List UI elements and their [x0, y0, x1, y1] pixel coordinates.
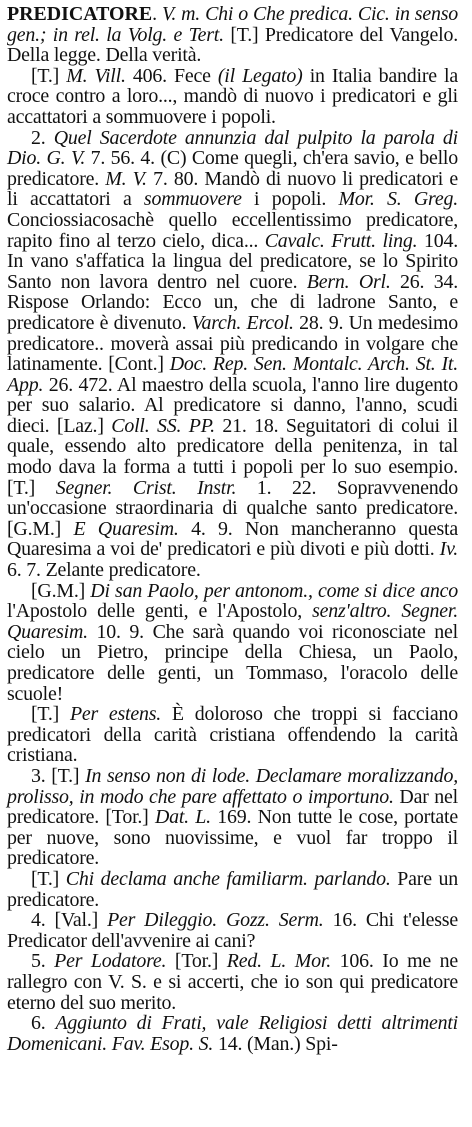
- text-run: [Tor.]: [166, 950, 227, 973]
- italic-run: M. V.: [105, 167, 147, 190]
- text-run: 7. 80. Mandò di nuovo li predicatori e li accattatori a: [7, 167, 459, 211]
- text-run: Pare un predicatore.: [7, 867, 458, 911]
- text-run: in Italia bandire la croce contro a loro..., mandò di nuovo i predicatori e gli accattatori a sommuovere i popoli.: [7, 64, 459, 128]
- entry-paragraph-p4: [7, 704, 458, 766]
- text-run: 10. 9. Che sarà quando voi riconosciate nel cielo un Pietro, principe della Chiesa, un Paolo, predicatore delle genti, un Tommaso, l'oracolo delle scuole!: [7, 620, 458, 705]
- italic-run: Per estens.: [69, 703, 162, 726]
- entry-paragraph-p5: [7, 766, 458, 869]
- text-run: 3. [T.]: [31, 764, 86, 787]
- italic-run: V. m. Chi o Che predica. Cic. in senso gen.; in rel. la Volg. e Tert.: [7, 3, 458, 46]
- text-run: È doloroso che troppi si facciano predicatori della carità cristiana offendendo la carità cristiana.: [7, 703, 458, 767]
- text-run: [T.]: [31, 703, 70, 726]
- entry-paragraph-p2: [7, 128, 458, 581]
- italic-run: Coll. SS. PP.: [111, 414, 215, 437]
- text-run: 1. 22. Sopravvenendo un'occasione straordinaria di qualche santo predicatore. [G.M.]: [7, 476, 458, 540]
- italic-run: Quel Sacerdote annunzia dal pulpito la parola di Dio. G. V.: [7, 126, 459, 170]
- text-run: 4. [Val.]: [31, 909, 108, 932]
- text-run: 26. 34. Rispose Orlando: Ecco un, che di ladrone Santo, e predicatore è divenuto.: [7, 270, 458, 334]
- italic-run: Bern. Orl.: [306, 270, 391, 293]
- italic-run: sommuovere: [143, 188, 242, 211]
- text-run: 14. (Man.) Spi-: [213, 1032, 338, 1055]
- italic-run: Aggiunto di Frati, vale Religiosi detti altrimenti Domenicani. Fav. Esop. S.: [7, 1012, 459, 1055]
- italic-run: Cavalc. Frutt. ling.: [264, 229, 418, 252]
- text-run: 104. In vano s'affatica la lingua del predicatore, se lo Spirito Santo non lavora dentro nel cuore.: [7, 229, 458, 293]
- text-run: 6. 7. Zelante predicatore.: [7, 559, 201, 582]
- text-run: 406. Fece: [125, 64, 218, 87]
- text-run: 5.: [31, 950, 55, 973]
- italic-run: Per Lodatore.: [54, 950, 167, 973]
- text-run: Conciossiacosachè quello eccellentissimo predicatore, rapito fino al terzo cielo, dica...: [7, 208, 458, 252]
- italic-run: Per Dileggio. Gozz. Serm.: [107, 909, 324, 932]
- text-run: [T.]: [31, 64, 67, 87]
- entry-paragraph-p3: [7, 581, 458, 705]
- text-run: 7. 56. 4. (C) Come quegli, ch'era savio, e bello predicatore.: [7, 147, 458, 190]
- entry-paragraph-p0: [7, 4, 458, 66]
- text-run: 106. Io me ne rallegro con V. S. e si accerti, che io son qui predicatore eterno del suo merito.: [7, 950, 458, 1014]
- text-run: [T.] Predicatore del Vangelo. Della legge. Della verità.: [7, 23, 458, 67]
- italic-run: Dat. L.: [154, 806, 211, 829]
- entry-paragraph-p9: [7, 1013, 458, 1054]
- entry-headword: PREDICATORE: [7, 3, 153, 25]
- italic-run: (il Legato): [217, 64, 303, 87]
- text-run: 16. Chi t'elesse Predicator dell'avvenire ai cani?: [7, 909, 458, 952]
- italic-run: Red. L. Mor.: [226, 950, 332, 973]
- italic-run: In senso non di lode. Declamare moralizzando, prolisso, in modo che pare affettato o importuno.: [7, 764, 458, 808]
- text-run: i popoli.: [241, 188, 339, 211]
- text-run: l'Apostolo delle genti, e l'Apostolo,: [7, 600, 313, 623]
- italic-run: Doc. Rep. Sen. Montalc. Arch. St. It. App.: [7, 353, 459, 396]
- italic-run: M. Vill.: [66, 64, 126, 87]
- text-run: .: [152, 3, 162, 25]
- text-run: [T.]: [31, 867, 66, 890]
- text-run: 169. Non tutte le cose, portate per nuove, sono nuovissime, e vuol far troppo il predicatore.: [7, 806, 459, 870]
- italic-run: Chi declama anche familiarm. parlando.: [65, 867, 391, 890]
- text-run: 6.: [31, 1012, 56, 1035]
- text-run: 21. 18. Seguitatori di colui il quale, essendo alto predicatore della penitenza, in tal modo dava la forma a tutti i popoli per lo suo esempio. [T.]: [7, 414, 459, 499]
- entry-paragraph-p1: [7, 66, 458, 128]
- text-run: 2.: [31, 126, 54, 149]
- italic-run: E Quaresim.: [73, 517, 179, 540]
- italic-run: Varch. Ercol.: [191, 311, 294, 334]
- text-run: [G.M.]: [31, 579, 91, 602]
- entry-paragraph-p7: [7, 910, 458, 951]
- entry-paragraph-p6: [7, 869, 458, 910]
- text-run: 26. 472. Al maestro della scuola, l'anno lire dugento per suo salario. Al predicatore si danno, l'anno, scudi dieci. [Laz.]: [7, 373, 458, 437]
- italic-run: Mor. S. Greg.: [338, 188, 458, 211]
- italic-run: Di san Paolo, per antonom., come si dice anco: [90, 579, 458, 602]
- entry-paragraph-p8: [7, 951, 458, 1013]
- italic-run: Iv.: [439, 538, 458, 561]
- text-run: 4. 9. Non mancheranno questa Quaresima a voi de' predicatori e più divoti e più dotti.: [7, 517, 458, 561]
- italic-run: Segner. Crist. Instr.: [55, 476, 237, 499]
- text-run: Dar nel predicatore. [Tor.]: [7, 785, 458, 829]
- text-run: 28. 9. Un medesimo predicatore.. moverà assai più predicando in volgare che latinamente. [Cont.]: [7, 311, 458, 376]
- italic-run: senz'altro. Segner. Quaresim.: [7, 600, 458, 643]
